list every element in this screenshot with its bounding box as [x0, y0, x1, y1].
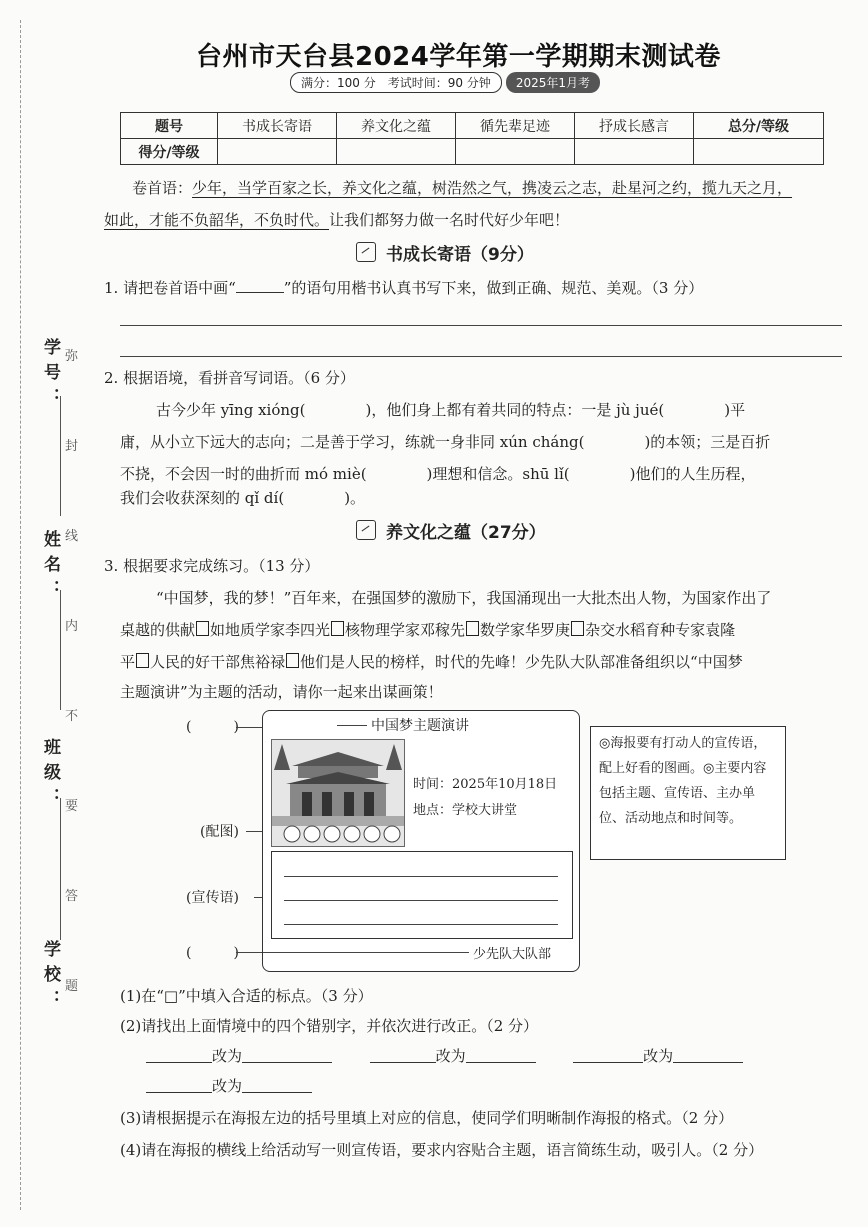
- class-label: 班级：: [40, 738, 60, 813]
- intro-label: 卷首语：: [132, 179, 193, 197]
- passage-fragment: 数学家华罗庚: [480, 621, 571, 639]
- name-label: 姓名：: [40, 530, 60, 605]
- student-id-label: 学号：: [40, 338, 60, 413]
- change-label: 改为: [435, 1047, 466, 1065]
- school-label: 学校：: [40, 940, 60, 1015]
- punctuation-box[interactable]: [136, 653, 149, 668]
- q3-passage-line: “中国梦，我的梦！”百年来，在强国梦的激励下，我国涌现出一大批杰出人物，为国家作出了: [156, 589, 772, 607]
- q3-passage-line: 主题演讲”为主题的活动，请你一起来出谋画策！: [120, 683, 443, 701]
- exam-score-time: 满分：100 分 考试时间：90 分钟: [290, 72, 502, 93]
- exam-meta: [290, 72, 600, 92]
- q1-text-a: 1. 请把卷首语中画“: [104, 279, 236, 297]
- score-input-cell[interactable]: [694, 139, 824, 165]
- intro-line-2: [104, 204, 569, 236]
- subq-4: (4)请在海报的横线上给活动写一则宣传语，要求内容贴合主题，语言简练生动，吸引人。（2 分）: [120, 1141, 764, 1159]
- seal-char: 弥: [65, 349, 79, 364]
- score-input-cell[interactable]: [337, 139, 456, 165]
- correction-row: [146, 1070, 312, 1102]
- poster-time: 时间：2025年10月18日: [413, 777, 558, 792]
- tiananmen-illustration-icon: [272, 740, 404, 846]
- poster-pic-label: (配图): [200, 824, 239, 840]
- q2-line: 我们会收获深刻的 qǐ dí( )。: [120, 489, 366, 507]
- poster-box: [262, 710, 580, 972]
- score-input-cell[interactable]: [218, 139, 337, 165]
- q3-title: 3. 根据要求完成练习。（13 分）: [104, 557, 320, 575]
- intro-underlined-2: 如此，才能不负韶华，不负时代。: [104, 211, 330, 229]
- change-label: 改为: [212, 1047, 243, 1065]
- subq-3: (3)请根据提示在海报左边的括号里填上对应的信息，使同学们明晰制作海报的格式。（2 分）: [120, 1109, 734, 1127]
- q2-title: 2. 根据语境，看拼音写词语。（6 分）: [104, 369, 355, 387]
- q3-passage-line: [120, 646, 743, 678]
- wrong-char-field[interactable]: [146, 1077, 212, 1093]
- poster-connector: [236, 952, 264, 953]
- change-label: 改为: [643, 1047, 674, 1065]
- exam-date-badge: 2025年1月考: [506, 72, 600, 93]
- seal-char: 要: [65, 799, 79, 814]
- intro-rest: 让我们都努力做一名时代好少年吧！: [329, 211, 570, 229]
- punctuation-box[interactable]: [286, 653, 299, 668]
- seal-char: 封: [65, 439, 79, 454]
- seal-char: 答: [65, 889, 79, 904]
- wrong-char-field[interactable]: [573, 1047, 643, 1063]
- poster-slogan-box[interactable]: [271, 851, 573, 939]
- pen-icon: [356, 520, 376, 540]
- poster-org: 少先队大队部: [473, 947, 552, 962]
- score-table-cell: 总分/等级: [694, 113, 824, 139]
- name-field[interactable]: [60, 590, 61, 710]
- correct-char-field[interactable]: [673, 1047, 743, 1063]
- punctuation-box[interactable]: [466, 621, 479, 636]
- seal-char: 不: [65, 709, 79, 724]
- section-2-heading: [356, 518, 546, 543]
- poster-org-line: [263, 952, 469, 953]
- poster-title: 中国梦主题演讲: [367, 715, 473, 735]
- slogan-line[interactable]: [284, 900, 558, 901]
- seal-char: 题: [65, 979, 79, 994]
- poster-place: 地点：学校大讲堂: [413, 803, 518, 818]
- score-table: [120, 112, 824, 165]
- change-label: 改为: [212, 1077, 243, 1095]
- school-field[interactable]: [60, 880, 61, 940]
- intro-line-1: [132, 172, 792, 204]
- score-input-cell[interactable]: [456, 139, 575, 165]
- score-table-cell: 抒成长感言: [575, 113, 694, 139]
- poster-hint-box: ◎海报要有打动人的宣传语，配上好看的图画。◎主要内容包括主题、宣传语、主办单位、活动地点和时间等。: [590, 726, 786, 860]
- q2-line: 古今少年 yīng xióng( )，他们身上都有着共同的特点：一是 jù jué( )平: [156, 401, 746, 419]
- section-2-title: 养文化之蕴（27分）: [386, 523, 546, 543]
- score-table-header-row: [121, 113, 824, 139]
- punctuation-box[interactable]: [331, 621, 344, 636]
- poster-blank-label-bottom[interactable]: ( ): [186, 945, 239, 961]
- score-table-cell: 养文化之蕴: [337, 113, 456, 139]
- exam-title: 台州市天台县2024学年第一学期期末测试卷: [196, 42, 721, 72]
- q1-text-b: ”的语句用楷书认真书写下来，做到正确、规范、美观。（3 分）: [283, 279, 704, 297]
- correct-char-field[interactable]: [466, 1047, 536, 1063]
- passage-fragment: 核物理学家邓稼先: [345, 621, 466, 639]
- wrong-char-field[interactable]: [370, 1047, 436, 1063]
- subq-1: (1)在“□”中填入合适的标点。（3 分）: [120, 987, 373, 1005]
- section-1-title: 书成长寄语（9分）: [386, 245, 534, 265]
- score-table-cell: 书成长寄语: [218, 113, 337, 139]
- passage-fragment: 桌越的供献: [120, 621, 196, 639]
- binding-dashed-line: [20, 20, 21, 1210]
- q2-line: 庸，从小立下远大的志向；二是善于学习，练就一身非同 xún cháng( )的本领；三是百折: [120, 433, 771, 451]
- poster-blank-label-top[interactable]: ( ): [186, 719, 239, 735]
- section-1-heading: [356, 240, 534, 265]
- seal-char: 内: [65, 619, 79, 634]
- score-table-cell: 得分/等级: [121, 139, 218, 165]
- passage-fragment: 杂交水稻育种专家袁隆: [585, 621, 736, 639]
- q1-writing-line[interactable]: [120, 356, 842, 357]
- punctuation-box[interactable]: [196, 621, 209, 636]
- subq-2: (2)请找出上面情境中的四个错别字，并依次进行改正。（2 分）: [120, 1017, 539, 1035]
- correct-char-field[interactable]: [242, 1077, 312, 1093]
- score-input-cell[interactable]: [575, 139, 694, 165]
- q2-line: 不挠，不会因一时的曲折而 mó miè( )理想和信念。shū lǐ( )他们的人生历程，: [120, 465, 756, 483]
- score-table-cell: 题号: [121, 113, 218, 139]
- pen-icon: [356, 242, 376, 262]
- wrong-char-field[interactable]: [146, 1047, 212, 1063]
- poster-illustration: [271, 739, 405, 847]
- q1-writing-line[interactable]: [120, 325, 842, 326]
- q1-blank: [236, 278, 284, 293]
- punctuation-box[interactable]: [571, 621, 584, 636]
- q1-text: [104, 272, 703, 304]
- passage-fragment: 人民的好干部焦裕禄: [150, 653, 286, 671]
- intro-underlined-1: 少年，当学百家之长，养文化之蕴，树浩然之气，携凌云之志，赴星河之约，揽九天之月，: [192, 179, 793, 197]
- slogan-line[interactable]: [284, 924, 558, 925]
- student-id-field[interactable]: [60, 396, 61, 516]
- slogan-line[interactable]: [284, 876, 558, 877]
- correct-char-field[interactable]: [242, 1047, 332, 1063]
- passage-fragment: 平: [120, 653, 136, 671]
- seal-char: 线: [65, 529, 79, 544]
- correction-row: [146, 1040, 743, 1072]
- q3-passage-line: [120, 614, 735, 646]
- score-table-cell: 循先辈足迹: [456, 113, 575, 139]
- poster-slogan-label: (宣传语): [186, 890, 239, 906]
- passage-fragment: 他们是人民的榜样，时代的先峰！少先队大队部准备组织以“中国梦: [300, 653, 743, 671]
- passage-fragment: 如地质学家李四光: [210, 621, 331, 639]
- score-table-score-row: [121, 139, 824, 165]
